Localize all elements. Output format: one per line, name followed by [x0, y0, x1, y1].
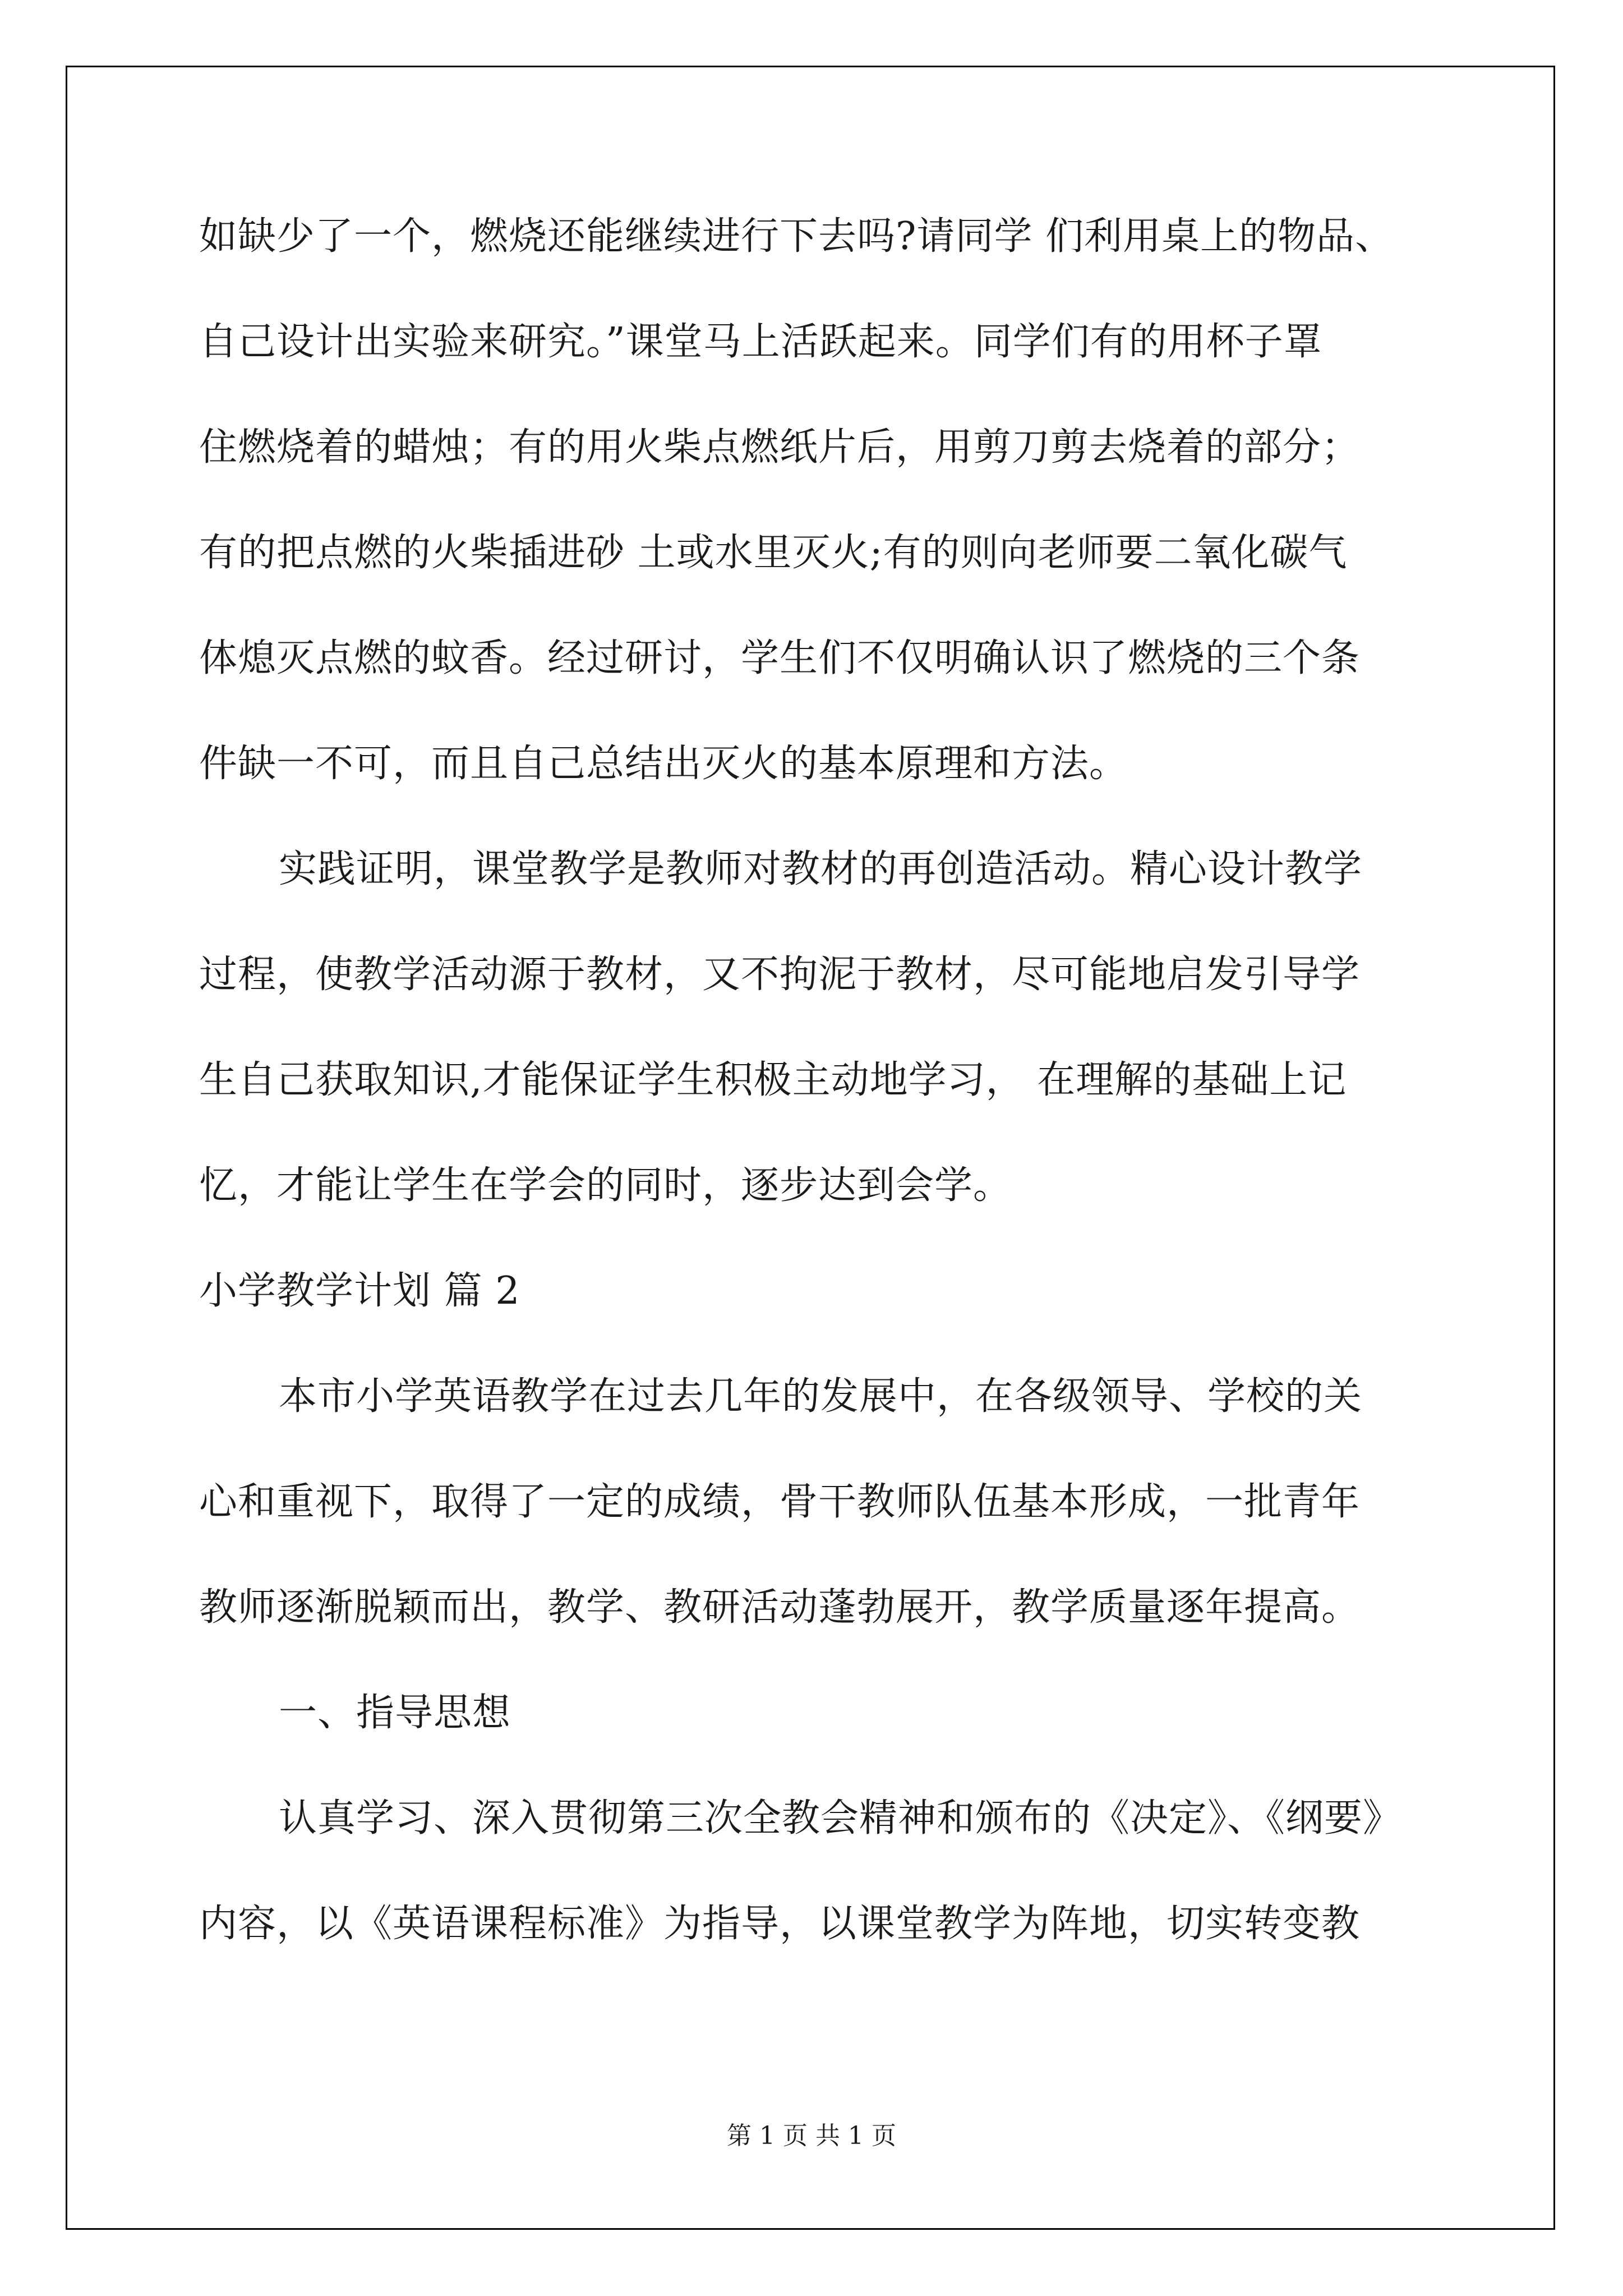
paragraph-line: 忆，才能让学生在学会的同时，逐步达到会学。: [199, 1163, 1012, 1208]
paragraph-line: 心和重视下，取得了一定的成绩，骨干教师队伍基本形成，一批青年: [199, 1480, 1361, 1524]
paragraph-line: 体熄灭点燃的蚊香。经过研讨，学生们不仅明确认识了燃烧的三个条: [199, 636, 1361, 680]
paragraph-line: 内容，以《英语课程标准》为指导，以课堂教学为阵地，切实转变教: [199, 1902, 1361, 1946]
paragraph-line: 过程，使教学活动源于教材，又不拘泥于教材，尽可能地启发引导学: [199, 953, 1361, 997]
paragraph-line: 生自己获取知识,才能保证学生积极主动地学习， 在理解的基础上记: [199, 1058, 1347, 1102]
page-number-label: 第 1 页 共 1 页: [727, 2122, 896, 2150]
paragraph-line: 自己设计出实验来研究。”课堂马上活跃起来。同学们有的用杯子罩: [199, 320, 1322, 364]
paragraph-line: 住燃烧着的蜡烛；有的用火柴点燃纸片后，用剪刀剪去烧着的部分；: [199, 425, 1361, 470]
subsection-heading: 一、指导思想: [279, 1691, 511, 1735]
paragraph-line: 有的把点燃的火柴插进砂 土或水里灭火;有的则向老师要二氧化碳气: [199, 531, 1348, 575]
paragraph-line: 本市小学英语教学在过去几年的发展中，在各级领导、学校的关: [279, 1374, 1363, 1419]
paragraph-line: 实践证明，课堂教学是教师对教材的再创造活动。精心设计教学: [279, 847, 1363, 891]
paragraph-line: 认真学习、深入贯彻第三次全教会精神和颁布的《决定》、《纲要》: [279, 1796, 1402, 1841]
document-body: [199, 209, 1433, 2001]
section-heading: 小学教学计划 篇 2: [199, 1269, 520, 1313]
paragraph-line: 教师逐渐脱颖而出，教学、教研活动蓬勃展开，教学质量逐年提高。: [199, 1585, 1361, 1630]
paragraph-line: 件缺一不可，而且自己总结出灭火的基本原理和方法。: [199, 742, 1128, 786]
page-footer: [0, 2119, 1623, 2153]
paragraph-line: 如缺少了一个，燃烧还能继续进行下去吗?请同学 们利用桌上的物品、: [199, 214, 1394, 259]
